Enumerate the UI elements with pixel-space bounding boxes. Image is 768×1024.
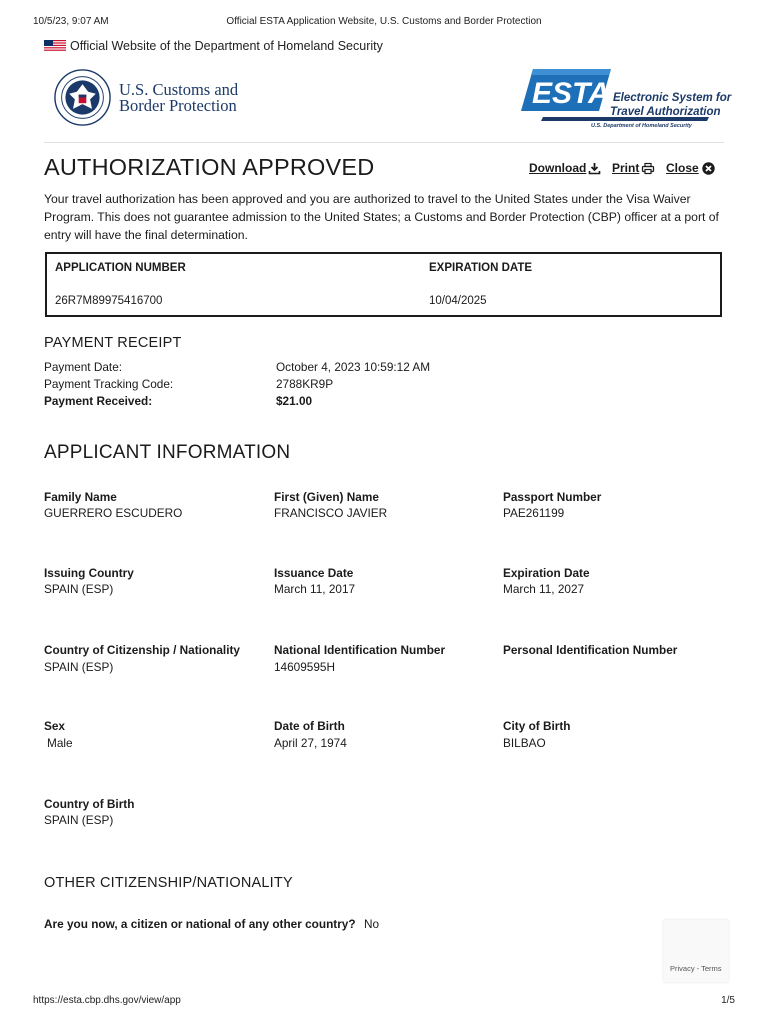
payment-received-label: Payment Received: bbox=[44, 394, 153, 408]
date-of-birth-value: April 27, 1974 bbox=[274, 736, 347, 750]
passport-number-label: Passport Number bbox=[503, 490, 602, 504]
print-page-title: Official ESTA Application Website, U.S. Customs and Border Protection bbox=[226, 16, 542, 27]
gov-banner-text: Official Website of the Department of Homeland Security bbox=[70, 39, 383, 53]
close-label: Close bbox=[666, 161, 699, 175]
gov-banner bbox=[44, 39, 383, 53]
family-name-value: GUERRERO ESCUDERO bbox=[44, 506, 183, 520]
print-datetime: 10/5/23, 9:07 AM bbox=[33, 16, 109, 27]
cbp-wordmark-line1: U.S. Customs and bbox=[119, 79, 239, 99]
esta-wordmark: ESTA bbox=[532, 77, 610, 110]
payment-receipt-heading: PAYMENT RECEIPT bbox=[44, 335, 182, 351]
other-citizenship-question: Are you now, a citizen or national of any other country? bbox=[44, 917, 356, 931]
passport-expiration-value: March 11, 2027 bbox=[503, 582, 585, 596]
download-icon bbox=[589, 163, 600, 174]
other-citizenship-answer: No bbox=[364, 917, 380, 931]
esta-tagline-1: Electronic System for bbox=[613, 92, 732, 104]
print-url: https://esta.cbp.dhs.gov/view/app bbox=[33, 995, 181, 1006]
payment-tracking-label: Payment Tracking Code: bbox=[44, 377, 174, 391]
print-label: Print bbox=[612, 161, 640, 175]
payment-date-value: October 4, 2023 10:59:12 AM bbox=[276, 360, 431, 374]
other-citizenship-heading: OTHER CITIZENSHIP/NATIONALITY bbox=[44, 875, 293, 891]
payment-tracking-value: 2788KR9P bbox=[276, 377, 334, 391]
given-name-label: First (Given) Name bbox=[274, 490, 379, 504]
citizenship-label: Country of Citizenship / Nationality bbox=[44, 643, 240, 657]
download-label: Download bbox=[529, 161, 587, 175]
city-of-birth-label: City of Birth bbox=[503, 719, 571, 733]
application-number-label: APPLICATION NUMBER bbox=[55, 262, 186, 274]
cbp-wordmark bbox=[119, 79, 239, 115]
esta-dept-text: U.S. Department of Homeland Security bbox=[591, 123, 692, 129]
us-flag-icon bbox=[44, 40, 66, 52]
given-name-value: FRANCISCO JAVIER bbox=[274, 506, 388, 520]
close-button[interactable] bbox=[666, 161, 715, 175]
expiration-date-label: EXPIRATION DATE bbox=[429, 262, 533, 274]
expiration-date-value: 10/04/2025 bbox=[429, 295, 487, 307]
issuance-date-value: March 11, 2017 bbox=[274, 582, 356, 596]
page-title: AUTHORIZATION APPROVED bbox=[44, 154, 375, 180]
city-of-birth-value: BILBAO bbox=[503, 736, 546, 750]
download-button[interactable] bbox=[529, 161, 600, 175]
header-divider bbox=[44, 142, 724, 143]
recaptcha-privacy-terms-link[interactable]: Privacy - Terms bbox=[670, 964, 722, 973]
cbp-wordmark-line2: Border Protection bbox=[119, 95, 237, 115]
passport-number-value: PAE261199 bbox=[503, 506, 565, 520]
payment-received-value: $21.00 bbox=[276, 394, 313, 408]
citizenship-value: SPAIN (ESP) bbox=[44, 660, 114, 674]
application-summary-box bbox=[45, 252, 722, 317]
printer-icon bbox=[642, 163, 654, 174]
print-button[interactable] bbox=[612, 161, 654, 175]
issuance-date-label: Issuance Date bbox=[274, 566, 354, 580]
dhs-seal-icon bbox=[54, 69, 111, 126]
national-id-value: 14609595H bbox=[274, 660, 336, 674]
applicant-information-heading: APPLICANT INFORMATION bbox=[44, 442, 291, 463]
issuing-country-value: SPAIN (ESP) bbox=[44, 582, 114, 596]
sex-value: Male bbox=[47, 736, 73, 750]
personal-id-label: Personal Identification Number bbox=[503, 643, 678, 657]
national-id-label: National Identification Number bbox=[274, 643, 446, 657]
approval-description: Your travel authorization has been approved and you are authorized to travel to the United States under the Visa Waiver Program. This does not guarantee admission to the United States; a Customs and Border Protection (CBP) officer at a port of entry will have the final determination. bbox=[44, 192, 719, 242]
print-page-number: 1/5 bbox=[721, 995, 735, 1006]
country-of-birth-label: Country of Birth bbox=[44, 797, 135, 811]
issuing-country-label: Issuing Country bbox=[44, 566, 134, 580]
payment-date-label: Payment Date: bbox=[44, 360, 123, 374]
date-of-birth-label: Date of Birth bbox=[274, 719, 345, 733]
passport-expiration-label: Expiration Date bbox=[503, 566, 590, 580]
esta-tagline-2: Travel Authorization bbox=[610, 106, 721, 118]
family-name-label: Family Name bbox=[44, 490, 117, 504]
cbp-logo[interactable] bbox=[54, 69, 238, 126]
esta-logo[interactable] bbox=[519, 67, 732, 129]
country-of-birth-value: SPAIN (ESP) bbox=[44, 813, 114, 827]
application-number-value: 26R7M89975416700 bbox=[55, 295, 163, 307]
sex-label: Sex bbox=[44, 719, 65, 733]
close-circle-icon bbox=[702, 162, 715, 175]
